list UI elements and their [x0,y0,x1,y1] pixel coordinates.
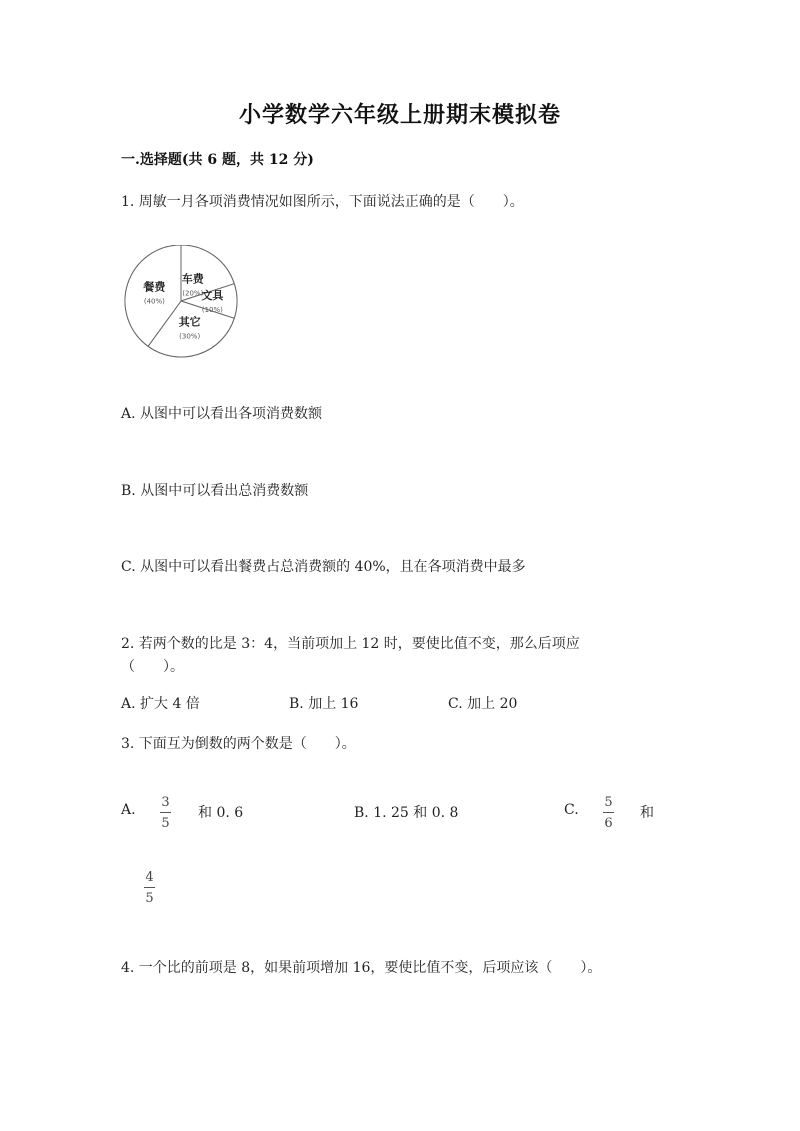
question-2-option-b[interactable]: B. 加上 16 [289,696,359,712]
fraction-numerator: 4 [145,870,154,885]
question-2-stem-line2: （ ）。 [121,659,184,675]
fraction-denominator: 5 [161,816,170,831]
question-1-option-c[interactable]: C. 从图中可以看出餐费占总消费额的 40%，且在各项消费中最多 [121,559,526,575]
section-heading: 一.选择题(共 6 题，共 12 分) [121,152,314,168]
pie-label-other: 其它 [178,315,201,329]
question-2-option-c[interactable]: C. 加上 20 [448,696,518,712]
question-3-option-c-tail: 和 [640,805,654,821]
fraction-numerator: 5 [604,795,613,810]
pie-value-label-other: (30%) [179,332,201,341]
fraction-four-fifths [144,871,155,905]
question-2-stem-line1: 2. 若两个数的比是 3：4，当前项加上 12 时，要使比值不变，那么后项应 [121,636,580,652]
pie-label-meal: 餐费 [143,280,166,294]
page-title: 小学数学六年级上册期末模拟卷 [238,102,561,128]
pie-value-label-stationery: (10%) [201,306,223,314]
question-3-option-a-label[interactable]: A. [121,802,136,818]
question-1-stem: 1. 周敏一月各项消费情况如图所示，下面说法正确的是（ ）。 [121,194,524,210]
question-3-stem: 3. 下面互为倒数的两个数是（ ）。 [121,736,356,752]
fraction-denominator: 5 [145,891,154,906]
fraction-five-sixths [603,796,614,830]
fraction-numerator: 3 [161,795,170,810]
fraction-bar [144,887,155,888]
pie-label-car: 车费 [181,272,204,286]
pie-value-label-car: (20%) [182,289,204,298]
fraction-three-fifths [160,796,171,830]
question-1-option-a[interactable]: A. 从图中可以看出各项消费数额 [121,406,323,422]
fraction-denominator: 6 [604,816,613,831]
question-2-option-a[interactable]: A. 扩大 4 倍 [121,696,200,712]
fraction-bar [160,812,171,813]
question-3-option-a-tail: 和 0. 6 [198,805,244,821]
question-3-option-b[interactable]: B. 1. 25 和 0. 8 [354,805,459,821]
question-1-option-b[interactable]: B. 从图中可以看出总消费数额 [121,483,309,499]
pie-value-label-meal: (40%) [143,297,165,306]
question-4-stem: 4. 一个比的前项是 8，如果前项增加 16，要使比值不变，后项应该（ ）。 [121,960,602,976]
question-3-option-c-label[interactable]: C. [564,802,579,818]
fraction-bar [603,812,614,813]
pie-label-stationery: 文具 [201,289,224,302]
expense-pie-chart [120,245,240,365]
